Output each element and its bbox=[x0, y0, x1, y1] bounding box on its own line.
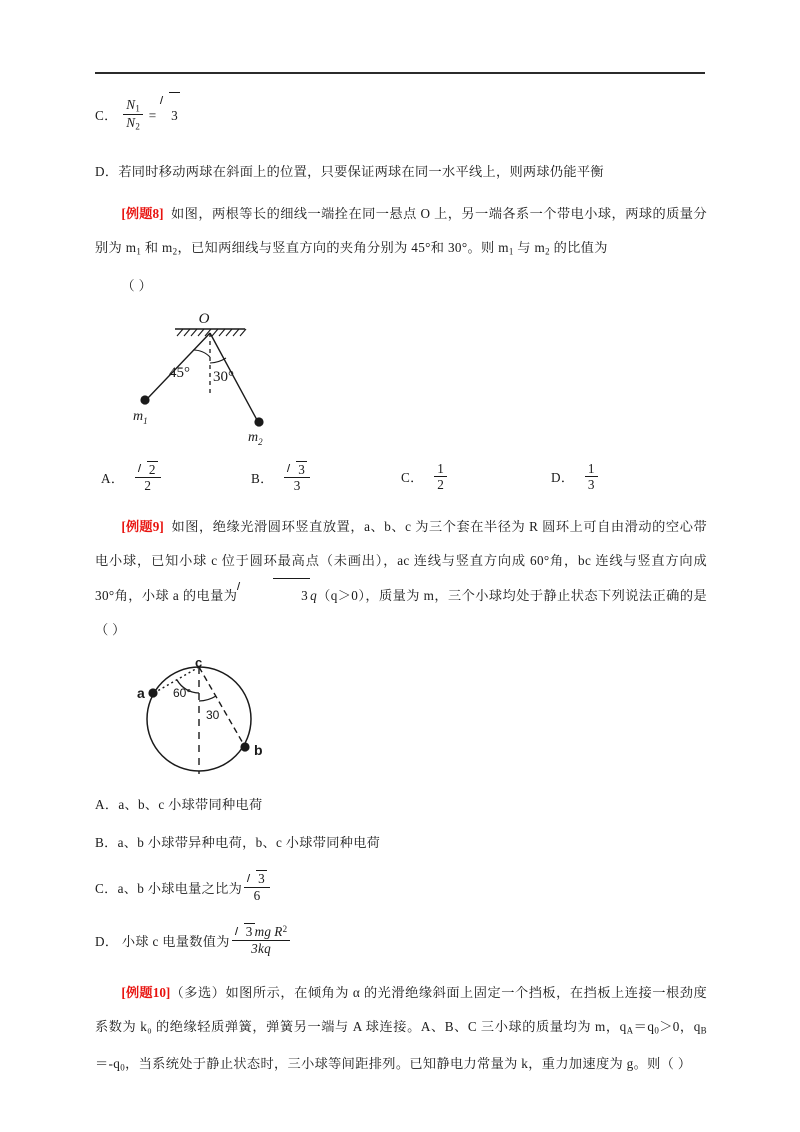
option-d-label: D． bbox=[95, 164, 119, 179]
example8-option-c-fraction bbox=[434, 461, 447, 493]
example9-option-c bbox=[95, 870, 707, 908]
example10-qa-equals: ＝q bbox=[633, 1018, 655, 1034]
example8-mass1-subscript: 1 bbox=[136, 246, 142, 257]
example8-body-part2: 和 m bbox=[141, 240, 173, 255]
example9-option-c-label: C． bbox=[95, 880, 118, 896]
option-d-text: 若同时移动两球在斜面上的位置，只要保证两球在同一水平线上，则两球仍能平衡 bbox=[118, 164, 604, 179]
example8-option-d-numerator: 1 bbox=[587, 460, 595, 476]
ring-diagram-svg bbox=[109, 657, 379, 782]
example9-option-b-text: a、b 小球带异种电荷，b、c 小球带同种电荷 bbox=[117, 834, 381, 850]
example9-option-a-text: a、b、c 小球带同种电荷 bbox=[118, 796, 263, 812]
example8-body-part5: 的比值为 bbox=[549, 240, 608, 255]
left-angle-label: 45° bbox=[169, 364, 190, 381]
angle-bc-label: 30 bbox=[206, 707, 220, 722]
example8-option-a-denominator: 2 bbox=[135, 477, 161, 494]
two-strings-diagram-svg bbox=[105, 307, 405, 447]
mass2-label: $m_2$ bbox=[248, 429, 263, 447]
example8-option-d-label: D． bbox=[551, 470, 575, 486]
option-c-label: C． bbox=[95, 108, 118, 123]
bead-b-label: b bbox=[254, 741, 263, 758]
example8-options-row bbox=[101, 461, 707, 494]
example8-option-c bbox=[401, 461, 551, 494]
angle-arc-30 bbox=[199, 696, 216, 701]
radicand-value: 3 bbox=[169, 92, 180, 139]
example10-qa-subscript: A bbox=[626, 1025, 634, 1036]
example8-option-a bbox=[101, 461, 251, 494]
example9-option-b-label: B． bbox=[95, 834, 118, 850]
example10-qb-subscript: B bbox=[700, 1025, 708, 1036]
example9-option-d bbox=[95, 922, 707, 962]
mass2-ball bbox=[254, 417, 263, 426]
square-root-symbol bbox=[160, 92, 180, 139]
example9-question-block bbox=[95, 510, 707, 647]
example9-option-a bbox=[95, 790, 707, 820]
example9-option-c-denominator: 6 bbox=[244, 887, 270, 904]
example8-option-b-fraction bbox=[284, 461, 310, 494]
example8-option-c-label: C． bbox=[401, 470, 424, 486]
example8-answer-blank bbox=[95, 269, 707, 303]
example10-qb-zero-subscript: 0 bbox=[120, 1062, 126, 1073]
example8-option-a-fraction bbox=[135, 461, 161, 494]
example8-option-c-numerator: 1 bbox=[437, 460, 445, 476]
example8-option-b-denominator: 3 bbox=[284, 477, 310, 494]
mass1-label: $m_1$ bbox=[133, 408, 148, 426]
angle-ac-label: 60° bbox=[173, 685, 192, 700]
example8-option-a-radicand: 2 bbox=[148, 461, 156, 477]
fraction-numerator-symbol: N bbox=[126, 96, 136, 112]
header-divider-rule bbox=[95, 72, 705, 74]
example9-option-d-num-mg: mg bbox=[254, 923, 272, 939]
example8-body-part4: 与 m bbox=[513, 240, 546, 255]
example10-body-tail: ，当系统处于静止状态时，三小球等间距排列。已知静电力常量为 k，重力加速度为 g。则（ ） bbox=[125, 1056, 692, 1072]
example8-mass2-subscript: 2 bbox=[172, 246, 178, 257]
example8-body-part1: 如图，两根等长的细线一端拴在同一悬点 O 上，另一端各系一个带电小球，两球的质量分别为 m bbox=[95, 206, 707, 255]
equals-sign: = bbox=[148, 108, 157, 123]
example10-question-block bbox=[95, 976, 707, 1085]
example9-option-d-label: D． bbox=[95, 933, 119, 949]
bead-b bbox=[240, 742, 249, 751]
example9-option-c-text: a、b 小球电量之比为 bbox=[117, 880, 243, 896]
example9-charge-symbol: q bbox=[310, 587, 318, 603]
fraction-denominator-symbol: N bbox=[126, 114, 136, 130]
right-angle-label: 30° bbox=[213, 368, 234, 385]
example8-blank-parens: （ ） bbox=[121, 277, 153, 293]
example9-figure bbox=[109, 657, 707, 782]
example10-body: （多选）如图所示，在倾角为 α 的光滑绝缘斜面上固定一个挡板，在挡板上连接一根劲度系数为 k₀ 的绝缘轻质弹簧，弹簧另一端与 A 球连接。A、B、C 三小球的质量均为 m，q bbox=[95, 984, 707, 1034]
fraction-numerator-subscript: 1 bbox=[135, 103, 141, 114]
example8-option-c-denominator: 2 bbox=[434, 476, 447, 493]
example8-option-b bbox=[251, 461, 401, 494]
example9-option-d-denominator: 3kq bbox=[232, 940, 291, 957]
example8-figure bbox=[105, 307, 707, 447]
example8-option-d bbox=[551, 461, 701, 494]
example9-charge-sqrt bbox=[237, 578, 310, 613]
option-c-fraction bbox=[123, 97, 143, 132]
example10-qa-greater: ＞0，q bbox=[659, 1018, 701, 1034]
suspension-point-label-O: O bbox=[198, 310, 210, 327]
example8-body-part3: ，已知两细线与竖直方向的夹角分别为 45°和 30°。则 m bbox=[177, 240, 509, 255]
fraction-denominator-subscript: 2 bbox=[135, 121, 141, 132]
example9-option-d-radicand: 3 bbox=[245, 923, 253, 939]
page-content bbox=[95, 92, 707, 1085]
bead-c-label: c bbox=[195, 656, 203, 670]
example9-tag: [例题9] bbox=[121, 518, 164, 534]
example8-option-b-label: B． bbox=[251, 471, 274, 487]
example8-option-d-fraction bbox=[585, 461, 598, 493]
example9-charge-condition: （q＞0）， bbox=[317, 587, 380, 603]
chord-c-to-b bbox=[199, 667, 244, 745]
example8-tag: [例题8] bbox=[121, 206, 164, 221]
bead-a-label: a bbox=[137, 684, 145, 701]
bead-a bbox=[148, 688, 157, 697]
example9-option-d-num-R: R bbox=[274, 923, 283, 939]
example8-option-d-denominator: 3 bbox=[585, 476, 598, 493]
left-angle-arc bbox=[193, 349, 210, 356]
example9-option-d-fraction bbox=[232, 923, 291, 956]
example9-option-b bbox=[95, 828, 707, 858]
mass1-ball bbox=[140, 395, 149, 404]
example9-option-d-num-exponent: 2 bbox=[282, 923, 288, 934]
example9-body-part1: 如图，绝缘光滑圆环竖直放置，a、b、c 为三个套在半径为 R 圆环上可自由滑动的空心带电小球，已知小球 c 位于圆环最高点（未画出），ac 连线与竖直方向成 60°角，bc 连线与竖直方向成 30°角，小球 a 的电量为 bbox=[95, 518, 707, 603]
example9-body-part2: 质量为 m，三个小球均处于静止状态下列说法正确的是（ ） bbox=[95, 587, 707, 637]
example9-option-c-fraction bbox=[244, 870, 270, 903]
example8-question-block bbox=[95, 197, 707, 269]
example9-option-d-text: 小球 c 电量数值为 bbox=[121, 933, 230, 949]
example10-qb-equals: ＝‐q bbox=[95, 1056, 121, 1072]
example9-charge-radicand: 3 bbox=[273, 578, 310, 613]
example10-q0-subscript: 0 bbox=[654, 1025, 660, 1036]
example8-ratio-sub2: 2 bbox=[545, 246, 550, 257]
example8-ratio-sub1: 1 bbox=[508, 246, 514, 257]
example8-option-b-radicand: 3 bbox=[298, 461, 306, 477]
example9-option-a-label: A． bbox=[95, 796, 119, 812]
example10-tag: [例题10] bbox=[121, 984, 171, 1000]
option-d-previous-question bbox=[95, 155, 707, 189]
example8-option-a-label: A． bbox=[101, 471, 125, 487]
option-c-previous-question bbox=[95, 92, 707, 139]
example9-option-c-radicand: 3 bbox=[258, 870, 266, 886]
